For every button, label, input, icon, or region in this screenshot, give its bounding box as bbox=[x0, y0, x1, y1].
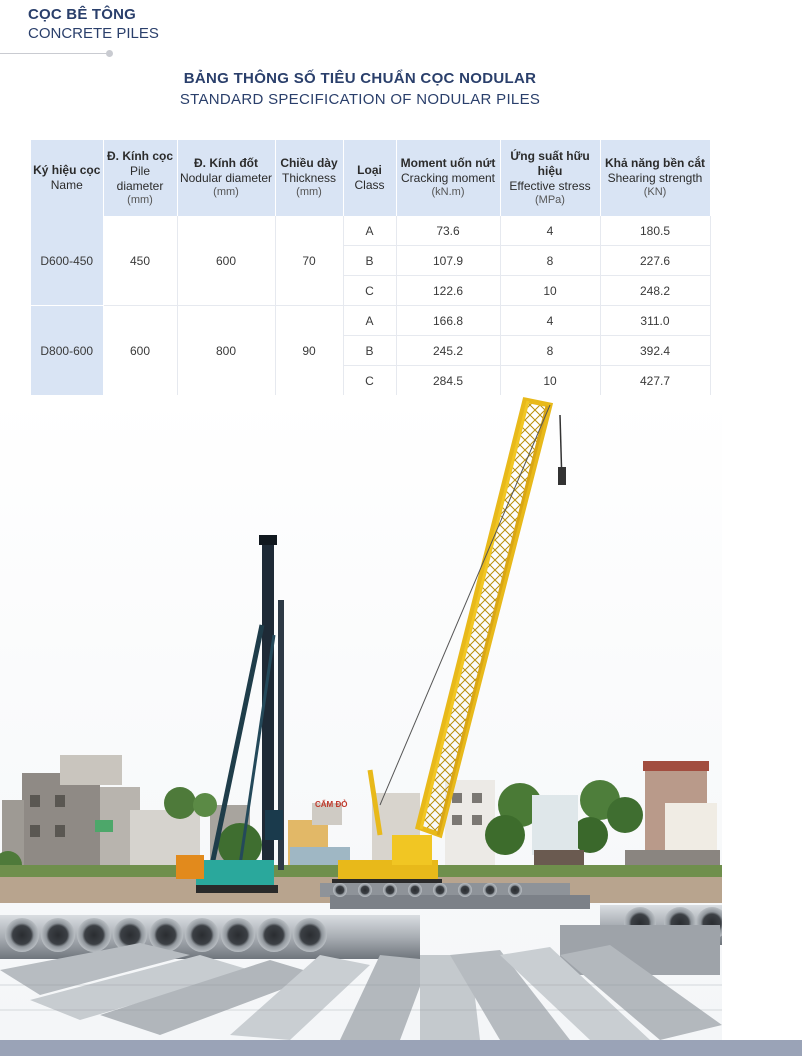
shear-cell: 180.5 bbox=[600, 216, 710, 246]
header-pile-diameter: Đ. Kính cọc Pile diameter (mm) bbox=[103, 140, 177, 216]
moment-cell: 284.5 bbox=[396, 366, 500, 396]
class-cell: B bbox=[343, 336, 396, 366]
stress-cell: 4 bbox=[500, 306, 600, 336]
shear-cell: 311.0 bbox=[600, 306, 710, 336]
shop-sign-text: CẨM ĐỎ bbox=[315, 800, 348, 809]
thickness-cell: 90 bbox=[275, 306, 343, 396]
pile-stack-far bbox=[320, 883, 590, 909]
header-class: Loại Class bbox=[343, 140, 396, 216]
heading-en: STANDARD SPECIFICATION OF NODULAR PILES bbox=[179, 91, 541, 108]
table-row bbox=[31, 306, 710, 336]
spec-table bbox=[31, 140, 711, 396]
class-cell: C bbox=[343, 366, 396, 396]
class-cell: A bbox=[343, 306, 396, 336]
header-name: Ký hiệu cọc Name bbox=[31, 140, 103, 216]
nodular-diameter-cell: 600 bbox=[177, 216, 275, 306]
moment-cell: 122.6 bbox=[396, 276, 500, 306]
table-header-row bbox=[31, 140, 710, 216]
header-nodular-diameter: Đ. Kính đốt Nodular diameter (mm) bbox=[177, 140, 275, 216]
moment-cell: 245.2 bbox=[396, 336, 500, 366]
header-shearing-strength: Khả năng bền cắt Shearing strength (KN) bbox=[600, 140, 710, 216]
pile-name-cell: D600-450 bbox=[31, 216, 103, 306]
pile-diameter-cell: 600 bbox=[103, 306, 177, 396]
brand-title-en: CONCRETE PILES bbox=[28, 25, 159, 42]
class-cell: B bbox=[343, 246, 396, 276]
shear-cell: 227.6 bbox=[600, 246, 710, 276]
header-thickness: Chiều dày Thickness (mm) bbox=[275, 140, 343, 216]
shear-cell: 392.4 bbox=[600, 336, 710, 366]
pile-name-cell: D800-600 bbox=[31, 306, 103, 396]
class-cell: A bbox=[343, 216, 396, 246]
nodular-diameter-cell: 800 bbox=[177, 306, 275, 396]
construction-site-photo bbox=[0, 395, 722, 1040]
footer-bar bbox=[0, 1040, 802, 1056]
pile-diameter-cell: 450 bbox=[103, 216, 177, 306]
class-cell: C bbox=[343, 276, 396, 306]
header-effective-stress: Ứng suất hữu hiệu Effective stress (MPa) bbox=[500, 140, 600, 216]
table-row bbox=[31, 216, 710, 246]
stress-cell: 8 bbox=[500, 246, 600, 276]
moment-cell: 166.8 bbox=[396, 306, 500, 336]
brand-title-vn: CỌC BÊ TÔNG bbox=[28, 6, 137, 23]
header-cracking-moment: Moment uốn nứt Cracking moment (kN.m) bbox=[396, 140, 500, 216]
brand-divider bbox=[0, 53, 110, 54]
brand-divider-dot bbox=[106, 50, 113, 57]
moment-cell: 73.6 bbox=[396, 216, 500, 246]
thickness-cell: 70 bbox=[275, 216, 343, 306]
shear-cell: 427.7 bbox=[600, 366, 710, 396]
stress-cell: 10 bbox=[500, 366, 600, 396]
shear-cell: 248.2 bbox=[600, 276, 710, 306]
stress-cell: 10 bbox=[500, 276, 600, 306]
moment-cell: 107.9 bbox=[396, 246, 500, 276]
page-heading bbox=[0, 70, 720, 108]
brand-block bbox=[28, 6, 159, 42]
stress-cell: 8 bbox=[500, 336, 600, 366]
stress-cell: 4 bbox=[500, 216, 600, 246]
heading-vn: BẢNG THÔNG SỐ TIÊU CHUẨN CỌC NODULAR bbox=[183, 70, 537, 87]
